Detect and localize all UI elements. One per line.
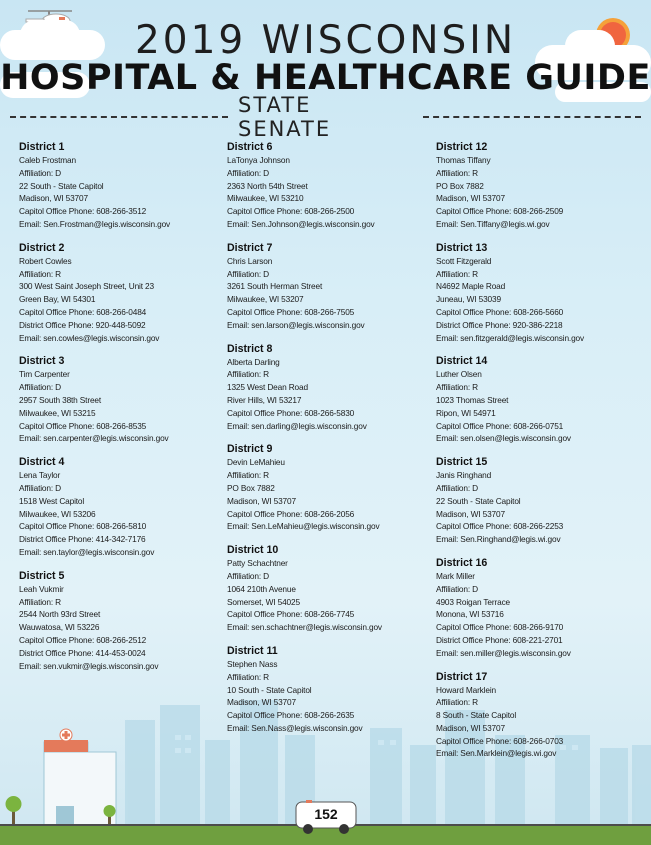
detail-line: 1518 West Capitol bbox=[19, 495, 85, 506]
section-heading bbox=[0, 93, 651, 141]
capitol-phone: Capitol Office Phone: 608-266-7745 bbox=[227, 609, 355, 620]
detail-line: 2544 North 93rd Street bbox=[19, 609, 101, 620]
district-entry bbox=[436, 242, 641, 345]
affiliation: Affiliation: R bbox=[436, 382, 479, 393]
district-entry bbox=[227, 141, 432, 231]
district-entry bbox=[227, 343, 432, 433]
detail-line: 1064 210th Avenue bbox=[227, 583, 296, 594]
detail-line: 4903 Roigan Terrace bbox=[436, 596, 511, 607]
email: Email: sen.olsen@legis.wisconsin.gov bbox=[436, 433, 571, 444]
divider-right bbox=[423, 116, 641, 118]
capitol-phone: Capitol Office Phone: 608-266-8535 bbox=[19, 420, 147, 431]
affiliation: Affiliation: D bbox=[19, 482, 62, 493]
district-entry bbox=[19, 570, 224, 673]
district-column-2 bbox=[227, 141, 432, 746]
senator-name: Scott Fitzgerald bbox=[436, 255, 492, 266]
district-column-3 bbox=[436, 141, 641, 771]
email: Email: sen.miller@legis.wisconsin.gov bbox=[436, 647, 571, 658]
district-heading: District 13 bbox=[436, 241, 488, 254]
affiliation: Affiliation: R bbox=[436, 268, 479, 279]
detail-line: Milwaukee, WI 53210 bbox=[227, 193, 304, 204]
capitol-phone: Capitol Office Phone: 608-266-0703 bbox=[436, 735, 564, 746]
email: Email: sen.taylor@legis.wisconsin.gov bbox=[19, 546, 155, 557]
detail-line: N4692 Maple Road bbox=[436, 281, 506, 292]
email: Email: sen.fitzgerald@legis.wisconsin.gov bbox=[436, 332, 584, 343]
district-heading: District 8 bbox=[227, 342, 273, 355]
district-heading: District 1 bbox=[19, 141, 65, 153]
senator-name: Janis Ringhand bbox=[436, 470, 492, 481]
affiliation: Affiliation: R bbox=[19, 268, 62, 279]
district-heading: District 5 bbox=[19, 569, 65, 582]
district-entry bbox=[436, 355, 641, 445]
detail-line: 2363 North 54th Street bbox=[227, 180, 308, 191]
district-heading: District 15 bbox=[436, 456, 488, 469]
senator-name: Thomas Tiffany bbox=[436, 155, 491, 165]
email: Email: Sen.Marklein@legis.wi.gov bbox=[436, 748, 557, 759]
senator-name: Caleb Frostman bbox=[19, 155, 76, 165]
capitol-phone: Capitol Office Phone: 608-266-2512 bbox=[19, 634, 147, 645]
detail-line: Green Bay, WI 54301 bbox=[19, 294, 96, 305]
senator-name: Chris Larson bbox=[227, 255, 273, 266]
email: Email: sen.schachtner@legis.wisconsin.gov bbox=[227, 622, 382, 633]
detail-line: River Hills, WI 53217 bbox=[227, 394, 302, 405]
title-year-state: 2019 WISCONSIN bbox=[134, 18, 516, 63]
district-entry bbox=[19, 242, 224, 345]
email: Email: sen.carpenter@legis.wisconsin.gov bbox=[19, 433, 169, 444]
capitol-phone: Capitol Office Phone: 608-266-5810 bbox=[19, 521, 147, 532]
detail-line: Madison, WI 53707 bbox=[436, 508, 505, 519]
senator-name: Luther Olsen bbox=[436, 369, 482, 380]
senator-name: Stephen Nass bbox=[227, 658, 278, 669]
detail-line: PO Box 7882 bbox=[227, 482, 275, 493]
email: Email: sen.vukmir@legis.wisconsin.gov bbox=[19, 660, 159, 671]
email: Email: Sen.LeMahieu@legis.wisconsin.gov bbox=[227, 521, 380, 532]
senator-name: Devin LeMahieu bbox=[227, 457, 285, 468]
page-number: 152 bbox=[314, 806, 338, 822]
detail-line: Ripon, WI 54971 bbox=[436, 407, 496, 418]
district-entry bbox=[19, 355, 224, 445]
district-heading: District 9 bbox=[227, 443, 273, 456]
district-entry bbox=[227, 544, 432, 634]
senator-name: Leah Vukmir bbox=[19, 583, 64, 594]
capitol-phone: Capitol Office Phone: 608-266-2056 bbox=[227, 508, 355, 519]
detail-line: Somerset, WI 54025 bbox=[227, 596, 300, 607]
affiliation: Affiliation: D bbox=[19, 167, 62, 178]
affiliation: Affiliation: R bbox=[227, 470, 270, 481]
email: Email: sen.larson@legis.wisconsin.gov bbox=[227, 319, 365, 330]
capitol-phone: Capitol Office Phone: 608-266-2635 bbox=[227, 710, 355, 721]
district-heading: District 2 bbox=[19, 241, 65, 254]
detail-line: Milwaukee, WI 53207 bbox=[227, 294, 304, 305]
affiliation: Affiliation: R bbox=[436, 697, 479, 708]
capitol-phone: Capitol Office Phone: 608-266-2509 bbox=[436, 206, 564, 217]
affiliation: Affiliation: R bbox=[227, 369, 270, 380]
district-heading: District 16 bbox=[436, 556, 488, 569]
detail-line: 22 South - State Capitol bbox=[19, 180, 104, 191]
affiliation: Affiliation: D bbox=[436, 583, 479, 594]
email: Email: sen.cowles@legis.wisconsin.gov bbox=[19, 332, 160, 343]
email: Email: sen.darling@legis.wisconsin.gov bbox=[227, 420, 367, 431]
capitol-phone: Capitol Office Phone: 608-266-2253 bbox=[436, 521, 564, 532]
detail-line: Juneau, WI 53039 bbox=[436, 294, 501, 305]
capitol-phone: Capitol Office Phone: 608-266-5830 bbox=[227, 407, 355, 418]
district-heading: District 10 bbox=[227, 544, 279, 557]
detail-line: Madison, WI 53707 bbox=[227, 697, 296, 708]
district-heading: District 3 bbox=[19, 355, 65, 368]
capitol-phone: Capitol Office Phone: 608-266-0484 bbox=[19, 306, 147, 317]
district-phone: District Office Phone: 414-453-0024 bbox=[19, 647, 146, 658]
capitol-phone: Capitol Office Phone: 608-266-7505 bbox=[227, 306, 355, 317]
detail-line: Milwaukee, WI 53215 bbox=[19, 407, 96, 418]
detail-line: 22 South - State Capitol bbox=[436, 495, 521, 506]
senator-name: Lena Taylor bbox=[19, 470, 61, 481]
capitol-phone: Capitol Office Phone: 608-266-0751 bbox=[436, 420, 564, 431]
section-heading-label: STATE SENATE bbox=[238, 93, 332, 141]
capitol-phone: Capitol Office Phone: 608-266-3512 bbox=[19, 206, 147, 217]
affiliation: Affiliation: D bbox=[227, 570, 270, 581]
affiliation: Affiliation: D bbox=[19, 382, 62, 393]
district-heading: District 11 bbox=[227, 644, 278, 657]
detail-line: 1325 West Dean Road bbox=[227, 382, 308, 393]
senator-name: Tim Carpenter bbox=[19, 369, 70, 380]
district-heading: District 17 bbox=[436, 670, 488, 683]
capitol-phone: Capitol Office Phone: 608-266-9170 bbox=[436, 622, 564, 633]
district-phone: District Office Phone: 920-448-5092 bbox=[19, 319, 146, 330]
email: Email: Sen.Frostman@legis.wisconsin.gov bbox=[19, 218, 171, 229]
affiliation: Affiliation: R bbox=[19, 596, 62, 607]
detail-line: 300 West Saint Joseph Street, Unit 23 bbox=[19, 281, 154, 292]
district-entry bbox=[436, 557, 641, 660]
email: Email: Sen.Johnson@legis.wisconsin.gov bbox=[227, 218, 375, 229]
district-entry bbox=[227, 645, 432, 735]
district-heading: District 14 bbox=[436, 355, 488, 368]
detail-line: Madison, WI 53707 bbox=[436, 193, 505, 204]
detail-line: Madison, WI 53707 bbox=[436, 722, 505, 733]
district-phone: District Office Phone: 920-386-2218 bbox=[436, 319, 563, 330]
detail-line: Wauwatosa, WI 53226 bbox=[19, 622, 100, 633]
email: Email: Sen.Ringhand@legis.wi.gov bbox=[436, 534, 561, 545]
detail-line: 8 South - State Capitol bbox=[436, 710, 517, 721]
district-column-1 bbox=[19, 141, 224, 683]
district-entry bbox=[436, 141, 641, 231]
district-phone: District Office Phone: 608-221-2701 bbox=[436, 634, 563, 645]
affiliation: Affiliation: R bbox=[227, 671, 270, 682]
senator-name: Alberta Darling bbox=[227, 356, 280, 367]
affiliation: Affiliation: D bbox=[436, 482, 479, 493]
email: Email: Sen.Tiffany@legis.wi.gov bbox=[436, 218, 550, 229]
district-phone: District Office Phone: 414-342-7176 bbox=[19, 534, 146, 545]
detail-line: Madison, WI 53707 bbox=[227, 495, 296, 506]
title-guide: HOSPITAL & HEALTHCARE GUIDE bbox=[0, 58, 651, 98]
district-heading: District 4 bbox=[19, 456, 65, 469]
senator-name: Mark Miller bbox=[436, 570, 475, 581]
divider-left bbox=[10, 116, 228, 118]
detail-line: 2957 South 38th Street bbox=[19, 394, 102, 405]
detail-line: Madison, WI 53707 bbox=[19, 193, 88, 204]
detail-line: 3261 South Herman Street bbox=[227, 281, 323, 292]
detail-line: 10 South - State Capitol bbox=[227, 684, 312, 695]
affiliation: Affiliation: D bbox=[227, 268, 270, 279]
detail-line: PO Box 7882 bbox=[436, 180, 484, 191]
capitol-phone: Capitol Office Phone: 608-266-5660 bbox=[436, 306, 564, 317]
district-heading: District 12 bbox=[436, 141, 488, 153]
capitol-phone: Capitol Office Phone: 608-266-2500 bbox=[227, 206, 355, 217]
district-entry bbox=[227, 443, 432, 533]
district-heading: District 7 bbox=[227, 241, 273, 254]
district-entry bbox=[436, 671, 641, 761]
district-entry bbox=[436, 456, 641, 546]
district-heading: District 6 bbox=[227, 141, 273, 153]
district-entry bbox=[19, 141, 224, 231]
email: Email: Sen.Nass@legis.wisconsin.gov bbox=[227, 722, 363, 733]
senator-name: Robert Cowles bbox=[19, 255, 72, 266]
affiliation: Affiliation: D bbox=[227, 167, 270, 178]
senator-name: Patty Schachtner bbox=[227, 558, 288, 569]
senator-name: Howard Marklein bbox=[436, 684, 496, 695]
detail-line: Monona, WI 53716 bbox=[436, 609, 504, 620]
detail-line: Milwaukee, WI 53206 bbox=[19, 508, 96, 519]
affiliation: Affiliation: R bbox=[436, 167, 479, 178]
district-entry bbox=[227, 242, 432, 332]
district-entry bbox=[19, 456, 224, 559]
senator-name: LaTonya Johnson bbox=[227, 155, 290, 165]
detail-line: 1023 Thomas Street bbox=[436, 394, 509, 405]
